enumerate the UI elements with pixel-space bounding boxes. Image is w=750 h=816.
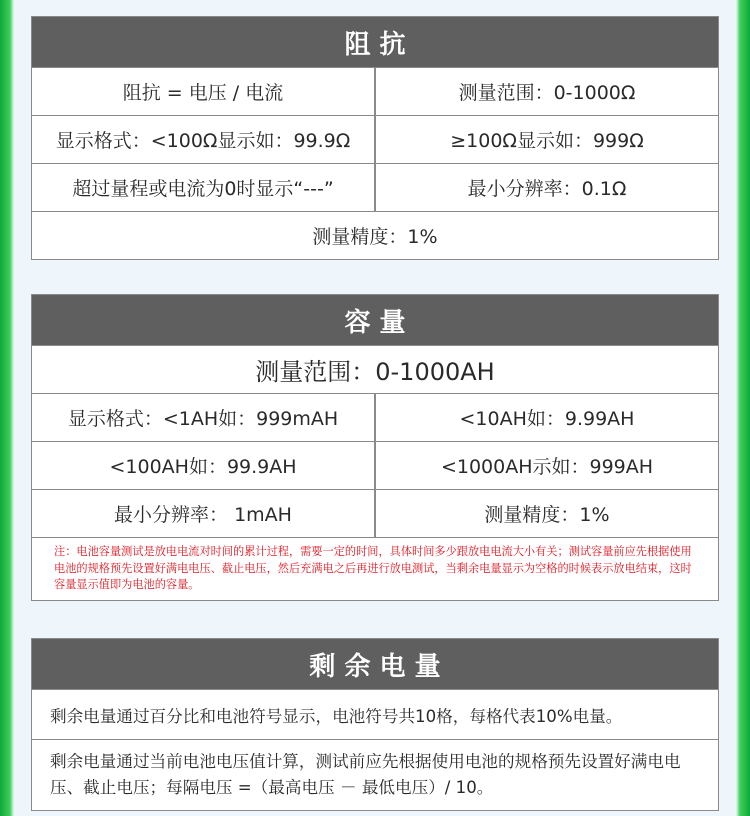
remaining-title: 剩 余 电 量 [32, 639, 718, 689]
capacity-row-3 [32, 441, 718, 489]
capacity-title: 容 量 [32, 295, 718, 345]
capacity-row-4 [32, 489, 718, 537]
capacity-format-4: <1000AH示如：999AH [374, 442, 718, 489]
impedance-overrange: 超过量程或电流为0时显示“---” [72, 178, 334, 200]
remaining-line-2: 剩余电量通过当前电池电压值计算，测试前应先根据使用电池的规格预先设置好满电电压、截止电压；每隔电压 =（最高电压 － 最低电压）/ 10。 [32, 739, 718, 810]
capacity-resolution: 最小分辨率： 1mAH [114, 504, 292, 526]
impedance-panel [31, 16, 719, 260]
capacity-format-2: <10AH如：9.99AH [374, 394, 718, 441]
impedance-formula: 阻抗 = 电压 / 电流 [122, 82, 284, 104]
capacity-format-1: 显示格式：<1AH如：999mAH [67, 408, 339, 430]
remaining-panel [31, 638, 719, 811]
capacity-row-2 [32, 393, 718, 441]
impedance-row-2 [32, 115, 718, 163]
impedance-format-high: ≥100Ω显示如：999Ω [374, 116, 718, 163]
impedance-range: 测量范围：0-1000Ω [374, 68, 718, 115]
capacity-note: 注：电池容量测试是放电电流对时间的累计过程，需要一定的时间，具体时间多少跟放电电流大小有关；测试容量前应先根据使用电池的规格预先设置好满电电压、截止电压，然后充满电之后再进行放电测试，当剩余电量显示为空格的时候表示放电结束，这时容量显示值即为电池的容量。 [32, 537, 718, 600]
impedance-title: 阻 抗 [32, 17, 718, 67]
capacity-accuracy: 测量精度：1% [374, 490, 718, 537]
impedance-resolution: 最小分辨率：0.1Ω [374, 164, 718, 211]
capacity-format-3: <100AH如：99.9AH [109, 456, 297, 478]
impedance-accuracy: 测量精度：1% [312, 226, 438, 248]
impedance-format-low: 显示格式：<100Ω显示如：99.9Ω [55, 130, 351, 152]
impedance-row-3 [32, 163, 718, 211]
capacity-range: 测量范围：0-1000AH [255, 358, 495, 386]
remaining-line-1: 剩余电量通过百分比和电池符号显示，电池符号共10格，每格代表10%电量。 [32, 689, 718, 739]
capacity-row-1 [32, 345, 718, 393]
capacity-panel [31, 294, 719, 601]
impedance-row-1 [32, 67, 718, 115]
impedance-row-4 [32, 211, 718, 259]
